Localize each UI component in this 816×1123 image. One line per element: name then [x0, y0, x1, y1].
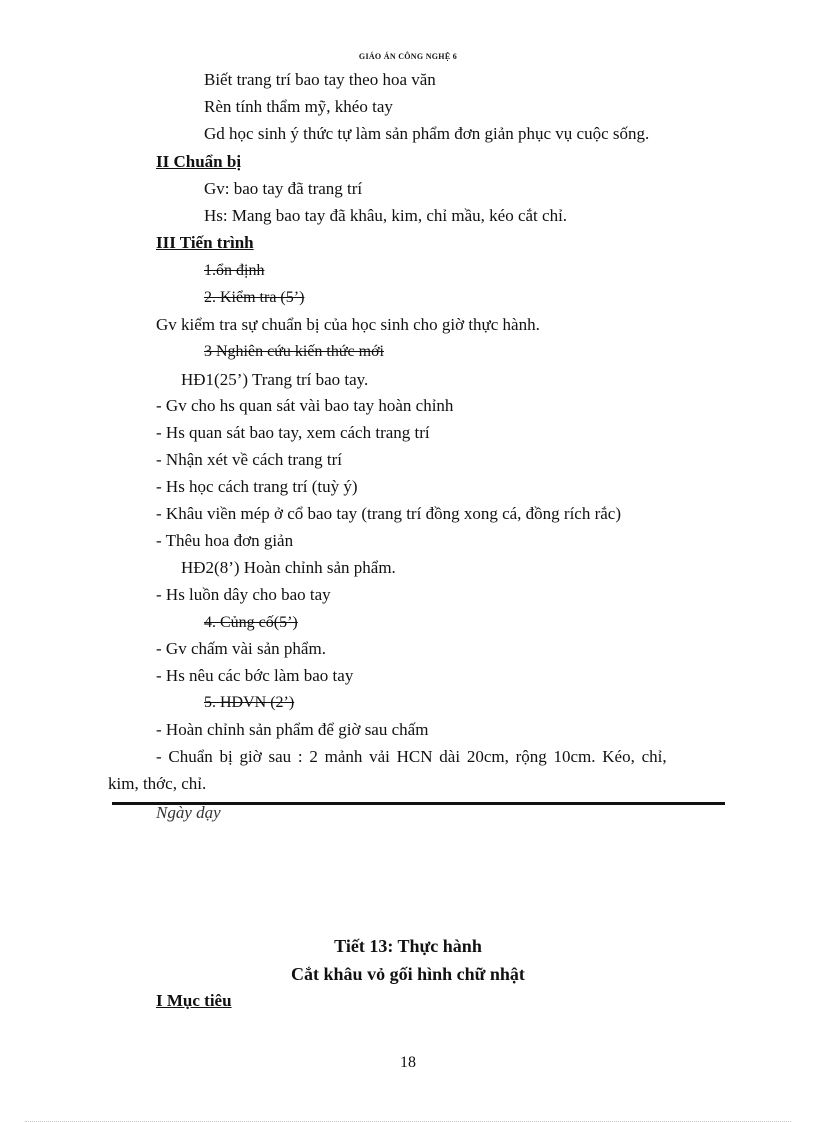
step-heading: 3 Nghiên cứu kiến thức mới	[204, 343, 384, 360]
preparation-line: Hs: Mang bao tay đã khâu, kim, chỉ mầu, kéo cắt chỉ.	[204, 206, 568, 225]
step-heading: 1.ổn định	[204, 262, 265, 279]
objective-line: Gd học sinh ý thức tự làm sản phẩm đơn giản phục vụ cuộc sống.	[204, 124, 650, 143]
objective-line: Biết trang trí bao tay theo hoa văn	[204, 70, 436, 89]
list-item-continuation: kim, thớc, chỉ.	[108, 774, 207, 793]
list-item: - Nhận xét về cách trang trí	[156, 450, 342, 469]
list-item: - Chuẩn bị giờ sau : 2 mảnh vải HCN dài 20cm, rộng 10cm. Kéo, chỉ,	[156, 747, 667, 766]
date-label: Ngày dạy	[156, 803, 221, 822]
section-heading-procedure: III Tiến trình	[156, 233, 254, 252]
list-item: - Hs luồn dây cho bao tay	[156, 585, 331, 604]
page-bottom-border	[25, 1121, 791, 1122]
objective-line: Rèn tính thẩm mỹ, khéo tay	[204, 97, 393, 116]
step-heading: 4. Củng cố(5’)	[204, 614, 298, 631]
activity-heading: HĐ2(8’) Hoàn chỉnh sản phẩm.	[181, 558, 396, 577]
step-heading: 2. Kiểm tra (5’)	[204, 289, 305, 306]
section-heading-objectives: I Mục tiêu	[156, 991, 232, 1010]
list-item: - Thêu hoa đơn giản	[156, 531, 294, 550]
lesson-subtitle: Cắt khâu vỏ gối hình chữ nhật	[291, 964, 525, 984]
lesson-title: Tiết 13: Thực hành	[334, 936, 482, 956]
list-item: - Hoàn chỉnh sản phẩm để giờ sau chấm	[156, 720, 429, 739]
step-text: Gv kiểm tra sự chuẩn bị của học sinh cho giờ thực hành.	[156, 315, 540, 334]
list-item: - Khâu viền mép ở cổ bao tay (trang trí đồng xong cá, đồng rích rắc)	[156, 504, 622, 523]
document-header: GIÁO ÁN CÔNG NGHỆ 6	[358, 52, 458, 61]
preparation-line: Gv: bao tay đã trang trí	[204, 179, 363, 198]
list-item: - Hs nêu các bớc làm bao tay	[156, 666, 354, 685]
list-item: - Hs học cách trang trí (tuỳ ý)	[156, 477, 358, 496]
activity-heading: HĐ1(25’) Trang trí bao tay.	[181, 370, 369, 389]
list-item: - Gv cho hs quan sát vài bao tay hoàn chỉnh	[156, 396, 454, 415]
page-number: 18	[400, 1054, 416, 1071]
step-heading: 5. HDVN (2’)	[204, 694, 295, 711]
list-item: - Gv chấm vài sản phẩm.	[156, 639, 326, 658]
list-item: - Hs quan sát bao tay, xem cách trang trí	[156, 423, 430, 442]
section-heading-preparation: II Chuẩn bị	[156, 152, 242, 171]
